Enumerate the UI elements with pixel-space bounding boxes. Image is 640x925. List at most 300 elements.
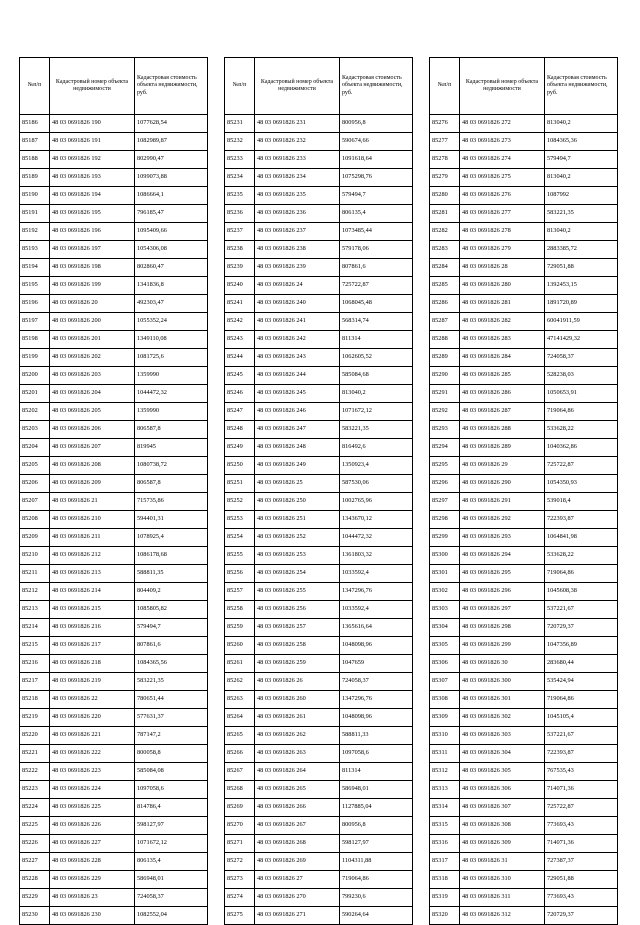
- row-number-cell: 85284: [430, 259, 460, 277]
- cadastral-number-cell: 48 03 0691826 309: [460, 835, 545, 853]
- table-row: [20, 223, 208, 241]
- row-number-cell: 85294: [430, 439, 460, 457]
- row-number-cell: 85258: [225, 601, 255, 619]
- row-number-cell: 85189: [20, 169, 50, 187]
- cadastral-number-cell: 48 03 0691826 194: [50, 187, 135, 205]
- table-row: [20, 637, 208, 655]
- cadastral-value-cell: 800956,8: [340, 817, 413, 835]
- table-row: [20, 619, 208, 637]
- cadastral-number-cell: 48 03 0691826 229: [50, 871, 135, 889]
- cadastral-value-cell: 1361803,32: [340, 547, 413, 565]
- cadastral-number-cell: 48 03 0691826 225: [50, 799, 135, 817]
- row-number-cell: 85235: [225, 187, 255, 205]
- cadastral-number-cell: 48 03 0691826 263: [255, 745, 340, 763]
- cadastral-value-cell: 1033592,4: [340, 565, 413, 583]
- row-number-cell: 85319: [430, 889, 460, 907]
- row-number-cell: 85204: [20, 439, 50, 457]
- cadastral-value-cell: 1071672,12: [340, 403, 413, 421]
- cadastral-value-cell: 588811,35: [135, 565, 208, 583]
- cadastral-number-cell: 48 03 0691826 205: [50, 403, 135, 421]
- row-number-cell: 85224: [20, 799, 50, 817]
- cadastral-number-cell: 48 03 0691826 231: [255, 115, 340, 133]
- cadastral-value-cell: 568314,74: [340, 313, 413, 331]
- cadastral-number-cell: 48 03 0691826 265: [255, 781, 340, 799]
- cadastral-value-cell: 1045608,38: [545, 583, 618, 601]
- cadastral-value-cell: 1082989,87: [135, 133, 208, 151]
- row-number-cell: 85243: [225, 331, 255, 349]
- cadastral-number-cell: 48 03 0691826 251: [255, 511, 340, 529]
- cadastral-value-cell: 806587,8: [135, 475, 208, 493]
- cadastral-number-cell: 48 03 0691826 223: [50, 763, 135, 781]
- column-header-cadastral-value: Кадастровая стоимость объекта недвижимости, руб.: [135, 58, 208, 115]
- table-row: [225, 583, 413, 601]
- cadastral-value-cell: 773693,43: [545, 889, 618, 907]
- table-row: [225, 457, 413, 475]
- cadastral-value-cell: 590674,66: [340, 133, 413, 151]
- row-number-cell: 85231: [225, 115, 255, 133]
- cadastral-value-cell: 722393,87: [545, 745, 618, 763]
- table-row: [20, 331, 208, 349]
- cadastral-value-cell: 807861,6: [135, 637, 208, 655]
- row-number-cell: 85220: [20, 727, 50, 745]
- table-row: [430, 853, 618, 871]
- table-row: [430, 241, 618, 259]
- cadastral-number-cell: 48 03 0691826 291: [460, 493, 545, 511]
- table-row: [20, 295, 208, 313]
- cadastral-value-cell: 1068045,48: [340, 295, 413, 313]
- cadastral-value-cell: 1343670,12: [340, 511, 413, 529]
- cadastral-value-cell: 1075298,76: [340, 169, 413, 187]
- cadastral-number-cell: 48 03 0691826 245: [255, 385, 340, 403]
- row-number-cell: 85269: [225, 799, 255, 817]
- cadastral-value-cell: 725722,87: [545, 799, 618, 817]
- row-number-cell: 85225: [20, 817, 50, 835]
- cadastral-value-cell: 773693,43: [545, 817, 618, 835]
- cadastral-value-cell: 583221,35: [340, 421, 413, 439]
- cadastral-value-cell: 528238,03: [545, 367, 618, 385]
- cadastral-number-cell: 48 03 0691826 253: [255, 547, 340, 565]
- cadastral-number-cell: 48 03 0691826 234: [255, 169, 340, 187]
- row-number-cell: 85186: [20, 115, 50, 133]
- row-number-cell: 85260: [225, 637, 255, 655]
- cadastral-value-cell: 577631,37: [135, 709, 208, 727]
- row-number-cell: 85222: [20, 763, 50, 781]
- table-row: [20, 151, 208, 169]
- cadastral-value-cell: 1033592,4: [340, 601, 413, 619]
- cadastral-number-cell: 48 03 0691826 190: [50, 115, 135, 133]
- cadastral-number-cell: 48 03 0691826 222: [50, 745, 135, 763]
- cadastral-number-cell: 48 03 0691826 235: [255, 187, 340, 205]
- row-number-cell: 85315: [430, 817, 460, 835]
- table-body: [20, 115, 208, 925]
- table-row: [225, 331, 413, 349]
- table-row: [20, 907, 208, 925]
- row-number-cell: 85270: [225, 817, 255, 835]
- cadastral-value-cell: 598127,97: [340, 835, 413, 853]
- cadastral-value-cell: 1054306,08: [135, 241, 208, 259]
- table-row: [430, 619, 618, 637]
- table-row: [430, 709, 618, 727]
- row-number-cell: 85261: [225, 655, 255, 673]
- table-row: [20, 205, 208, 223]
- cadastral-number-cell: 48 03 0691826 283: [460, 331, 545, 349]
- table-row: [430, 493, 618, 511]
- row-number-cell: 85308: [430, 691, 460, 709]
- row-number-cell: 85278: [430, 151, 460, 169]
- table-row: [20, 655, 208, 673]
- table-row: [225, 835, 413, 853]
- table-row: [430, 871, 618, 889]
- cadastral-value-cell: 539018,4: [545, 493, 618, 511]
- table-row: [225, 115, 413, 133]
- cadastral-value-cell: 1359990: [135, 403, 208, 421]
- table-row: [225, 511, 413, 529]
- cadastral-number-cell: 48 03 0691826 199: [50, 277, 135, 295]
- row-number-cell: 85274: [225, 889, 255, 907]
- row-number-cell: 85273: [225, 871, 255, 889]
- table-row: [225, 709, 413, 727]
- cadastral-number-cell: 48 03 0691826 266: [255, 799, 340, 817]
- cadastral-value-cell: 767535,43: [545, 763, 618, 781]
- cadastral-number-cell: 48 03 0691826 226: [50, 817, 135, 835]
- cadastral-number-cell: 48 03 0691826 195: [50, 205, 135, 223]
- table-row: [430, 673, 618, 691]
- table-row: [225, 493, 413, 511]
- table-row: [430, 547, 618, 565]
- table-row: [225, 277, 413, 295]
- cadastral-value-cell: 814786,4: [135, 799, 208, 817]
- cadastral-value-cell: 1097058,6: [135, 781, 208, 799]
- cadastral-number-cell: 48 03 0691826 281: [460, 295, 545, 313]
- row-number-cell: 85277: [430, 133, 460, 151]
- row-number-cell: 85289: [430, 349, 460, 367]
- cadastral-number-cell: 48 03 0691826 267: [255, 817, 340, 835]
- table-row: [20, 259, 208, 277]
- cadastral-value-cell: 719064,86: [545, 403, 618, 421]
- column-header-cadastral-value: Кадастровая стоимость объекта недвижимости, руб.: [545, 58, 618, 115]
- table-row: [430, 223, 618, 241]
- cadastral-value-cell: 719064,86: [545, 565, 618, 583]
- cadastral-value-cell: 1062605,52: [340, 349, 413, 367]
- table-row: [225, 349, 413, 367]
- row-number-cell: 85245: [225, 367, 255, 385]
- row-number-cell: 85210: [20, 547, 50, 565]
- cadastral-number-cell: 48 03 0691826 240: [255, 295, 340, 313]
- row-number-cell: 85197: [20, 313, 50, 331]
- cadastral-value-cell: 714071,36: [545, 835, 618, 853]
- table-row: [225, 907, 413, 925]
- cadastral-number-cell: 48 03 0691826 296: [460, 583, 545, 601]
- cadastral-value-cell: 722393,87: [545, 511, 618, 529]
- cadastral-value-cell: 1341836,8: [135, 277, 208, 295]
- cadastral-number-cell: 48 03 0691826 312: [460, 907, 545, 925]
- cadastral-value-cell: 594401,31: [135, 511, 208, 529]
- cadastral-number-cell: 48 03 0691826 288: [460, 421, 545, 439]
- table-row: [430, 691, 618, 709]
- cadastral-value-cell: 806587,8: [135, 421, 208, 439]
- row-number-cell: 85297: [430, 493, 460, 511]
- cadastral-number-cell: 48 03 0691826 261: [255, 709, 340, 727]
- table-row: [20, 583, 208, 601]
- cadastral-number-cell: 48 03 0691826 211: [50, 529, 135, 547]
- table-row: [20, 889, 208, 907]
- table-row: [225, 547, 413, 565]
- cadastral-number-cell: 48 03 0691826 220: [50, 709, 135, 727]
- table-row: [20, 475, 208, 493]
- cadastral-value-cell: 714071,36: [545, 781, 618, 799]
- row-number-cell: 85228: [20, 871, 50, 889]
- table-row: [430, 115, 618, 133]
- cadastral-number-cell: 48 03 0691826 276: [460, 187, 545, 205]
- cadastral-value-cell: 1040362,86: [545, 439, 618, 457]
- table-header-row: [20, 58, 208, 115]
- row-number-cell: 85192: [20, 223, 50, 241]
- cadastral-number-cell: 48 03 0691826 305: [460, 763, 545, 781]
- row-number-cell: 85292: [430, 403, 460, 421]
- table-row: [430, 511, 618, 529]
- cadastral-number-cell: 48 03 0691826 299: [460, 637, 545, 655]
- table-row: [20, 817, 208, 835]
- table-row: [225, 565, 413, 583]
- row-number-cell: 85241: [225, 295, 255, 313]
- cadastral-number-cell: 48 03 0691826 254: [255, 565, 340, 583]
- column-header-number: №п/п: [430, 58, 460, 115]
- cadastral-number-cell: 48 03 0691826 293: [460, 529, 545, 547]
- cadastral-number-cell: 48 03 0691826 257: [255, 619, 340, 637]
- cadastral-number-cell: 48 03 0691826 204: [50, 385, 135, 403]
- table-row: [430, 457, 618, 475]
- row-number-cell: 85187: [20, 133, 50, 151]
- table-row: [20, 745, 208, 763]
- cadastral-number-cell: 48 03 0691826 258: [255, 637, 340, 655]
- row-number-cell: 85271: [225, 835, 255, 853]
- row-number-cell: 85257: [225, 583, 255, 601]
- cadastral-table-3: [429, 57, 618, 925]
- cadastral-value-cell: 725722,87: [340, 277, 413, 295]
- cadastral-number-cell: 48 03 0691826 30: [460, 655, 545, 673]
- row-number-cell: 85205: [20, 457, 50, 475]
- cadastral-value-cell: 533628,22: [545, 547, 618, 565]
- table-row: [20, 439, 208, 457]
- cadastral-number-cell: 48 03 0691826 274: [460, 151, 545, 169]
- table-row: [20, 313, 208, 331]
- cadastral-number-cell: 48 03 0691826 236: [255, 205, 340, 223]
- cadastral-number-cell: 48 03 0691826 198: [50, 259, 135, 277]
- cadastral-number-cell: 48 03 0691826 208: [50, 457, 135, 475]
- table-row: [430, 727, 618, 745]
- table-row: [430, 835, 618, 853]
- cadastral-value-cell: 1081725,6: [135, 349, 208, 367]
- cadastral-value-cell: 1002765,96: [340, 493, 413, 511]
- row-number-cell: 85275: [225, 907, 255, 925]
- table-row: [20, 547, 208, 565]
- cadastral-number-cell: 48 03 0691826 297: [460, 601, 545, 619]
- table-row: [225, 421, 413, 439]
- table-row: [20, 277, 208, 295]
- cadastral-number-cell: 48 03 0691826 262: [255, 727, 340, 745]
- table-row: [430, 403, 618, 421]
- cadastral-value-cell: 719064,86: [340, 871, 413, 889]
- cadastral-number-cell: 48 03 0691826 193: [50, 169, 135, 187]
- cadastral-value-cell: 492303,47: [135, 295, 208, 313]
- table-row: [430, 745, 618, 763]
- cadastral-value-cell: 1347296,76: [340, 583, 413, 601]
- cadastral-number-cell: 48 03 0691826 279: [460, 241, 545, 259]
- row-number-cell: 85213: [20, 601, 50, 619]
- cadastral-value-cell: 813040,2: [340, 385, 413, 403]
- cadastral-value-cell: 1078925,4: [135, 529, 208, 547]
- table-row: [430, 439, 618, 457]
- cadastral-value-cell: 1891720,89: [545, 295, 618, 313]
- table-row: [20, 565, 208, 583]
- cadastral-number-cell: 48 03 0691826 212: [50, 547, 135, 565]
- cadastral-number-cell: 48 03 0691826 200: [50, 313, 135, 331]
- table-row: [225, 529, 413, 547]
- cadastral-number-cell: 48 03 0691826 21: [50, 493, 135, 511]
- cadastral-value-cell: 1392453,15: [545, 277, 618, 295]
- row-number-cell: 85209: [20, 529, 50, 547]
- table-row: [225, 259, 413, 277]
- cadastral-number-cell: 48 03 0691826 307: [460, 799, 545, 817]
- cadastral-number-cell: 48 03 0691826 278: [460, 223, 545, 241]
- table-header-row: [225, 58, 413, 115]
- row-number-cell: 85312: [430, 763, 460, 781]
- table-row: [225, 637, 413, 655]
- table-row: [225, 295, 413, 313]
- row-number-cell: 85310: [430, 727, 460, 745]
- row-number-cell: 85303: [430, 601, 460, 619]
- row-number-cell: 85206: [20, 475, 50, 493]
- row-number-cell: 85290: [430, 367, 460, 385]
- cadastral-number-cell: 48 03 0691826 311: [460, 889, 545, 907]
- row-number-cell: 85299: [430, 529, 460, 547]
- row-number-cell: 85254: [225, 529, 255, 547]
- row-number-cell: 85194: [20, 259, 50, 277]
- row-number-cell: 85253: [225, 511, 255, 529]
- row-number-cell: 85316: [430, 835, 460, 853]
- cadastral-value-cell: 724058,37: [340, 673, 413, 691]
- cadastral-value-cell: 1087992: [545, 187, 618, 205]
- row-number-cell: 85302: [430, 583, 460, 601]
- table-row: [225, 781, 413, 799]
- table-row: [225, 817, 413, 835]
- row-number-cell: 85298: [430, 511, 460, 529]
- cadastral-number-cell: 48 03 0691826 191: [50, 133, 135, 151]
- cadastral-number-cell: 48 03 0691826 215: [50, 601, 135, 619]
- cadastral-number-cell: 48 03 0691826 230: [50, 907, 135, 925]
- cadastral-value-cell: 813040,2: [545, 169, 618, 187]
- table-row: [20, 403, 208, 421]
- cadastral-number-cell: 48 03 0691826 287: [460, 403, 545, 421]
- column-header-number: №п/п: [20, 58, 50, 115]
- table-row: [20, 601, 208, 619]
- cadastral-number-cell: 48 03 0691826 224: [50, 781, 135, 799]
- cadastral-value-cell: 586948,01: [135, 871, 208, 889]
- table-row: [20, 421, 208, 439]
- cadastral-value-cell: 1099073,88: [135, 169, 208, 187]
- table-row: [20, 727, 208, 745]
- row-number-cell: 85201: [20, 385, 50, 403]
- row-number-cell: 85307: [430, 673, 460, 691]
- table-row: [430, 313, 618, 331]
- row-number-cell: 85264: [225, 709, 255, 727]
- cadastral-number-cell: 48 03 0691826 20: [50, 295, 135, 313]
- table-row: [20, 763, 208, 781]
- row-number-cell: 85226: [20, 835, 50, 853]
- row-number-cell: 85199: [20, 349, 50, 367]
- table-row: [430, 781, 618, 799]
- row-number-cell: 85242: [225, 313, 255, 331]
- cadastral-number-cell: 48 03 0691826 246: [255, 403, 340, 421]
- cadastral-number-cell: 48 03 0691826 192: [50, 151, 135, 169]
- table-row: [225, 655, 413, 673]
- cadastral-value-cell: 724058,37: [545, 349, 618, 367]
- row-number-cell: 85300: [430, 547, 460, 565]
- cadastral-number-cell: 48 03 0691826 260: [255, 691, 340, 709]
- cadastral-number-cell: 48 03 0691826 275: [460, 169, 545, 187]
- row-number-cell: 85306: [430, 655, 460, 673]
- row-number-cell: 85227: [20, 853, 50, 871]
- cadastral-value-cell: 588811,33: [340, 727, 413, 745]
- cadastral-value-cell: 1077628,54: [135, 115, 208, 133]
- row-number-cell: 85247: [225, 403, 255, 421]
- row-number-cell: 85295: [430, 457, 460, 475]
- cadastral-value-cell: 579178,06: [340, 241, 413, 259]
- table-row: [430, 187, 618, 205]
- cadastral-number-cell: 48 03 0691826 308: [460, 817, 545, 835]
- row-number-cell: 85238: [225, 241, 255, 259]
- row-number-cell: 85229: [20, 889, 50, 907]
- table-row: [430, 889, 618, 907]
- cadastral-value-cell: 1044472,32: [340, 529, 413, 547]
- row-number-cell: 85280: [430, 187, 460, 205]
- table-row: [225, 403, 413, 421]
- column-header-number: №п/п: [225, 58, 255, 115]
- cadastral-number-cell: 48 03 0691826 26: [255, 673, 340, 691]
- cadastral-number-cell: 48 03 0691826 28: [460, 259, 545, 277]
- row-number-cell: 85244: [225, 349, 255, 367]
- cadastral-number-cell: 48 03 0691826 24: [255, 277, 340, 295]
- row-number-cell: 85202: [20, 403, 50, 421]
- cadastral-number-cell: 48 03 0691826 292: [460, 511, 545, 529]
- row-number-cell: 85193: [20, 241, 50, 259]
- row-number-cell: 85279: [430, 169, 460, 187]
- cadastral-number-cell: 48 03 0691826 303: [460, 727, 545, 745]
- cadastral-number-cell: 48 03 0691826 219: [50, 673, 135, 691]
- table-row: [225, 871, 413, 889]
- column-header-cadastral-value: Кадастровая стоимость объекта недвижимости, руб.: [340, 58, 413, 115]
- cadastral-value-cell: 1045105,4: [545, 709, 618, 727]
- table-row: [225, 133, 413, 151]
- cadastral-number-cell: 48 03 0691826 249: [255, 457, 340, 475]
- cadastral-number-cell: 48 03 0691826 233: [255, 151, 340, 169]
- cadastral-number-cell: 48 03 0691826 302: [460, 709, 545, 727]
- cadastral-number-cell: 48 03 0691826 25: [255, 475, 340, 493]
- table-row: [20, 115, 208, 133]
- cadastral-number-cell: 48 03 0691826 31: [460, 853, 545, 871]
- cadastral-value-cell: 1048098,96: [340, 637, 413, 655]
- table-row: [430, 367, 618, 385]
- cadastral-number-cell: 48 03 0691826 252: [255, 529, 340, 547]
- cadastral-value-cell: 799230,6: [340, 889, 413, 907]
- row-number-cell: 85320: [430, 907, 460, 925]
- row-number-cell: 85250: [225, 457, 255, 475]
- cadastral-value-cell: 585084,08: [135, 763, 208, 781]
- table-row: [225, 313, 413, 331]
- cadastral-number-cell: 48 03 0691826 250: [255, 493, 340, 511]
- cadastral-number-cell: 48 03 0691826 294: [460, 547, 545, 565]
- cadastral-number-cell: 48 03 0691826 264: [255, 763, 340, 781]
